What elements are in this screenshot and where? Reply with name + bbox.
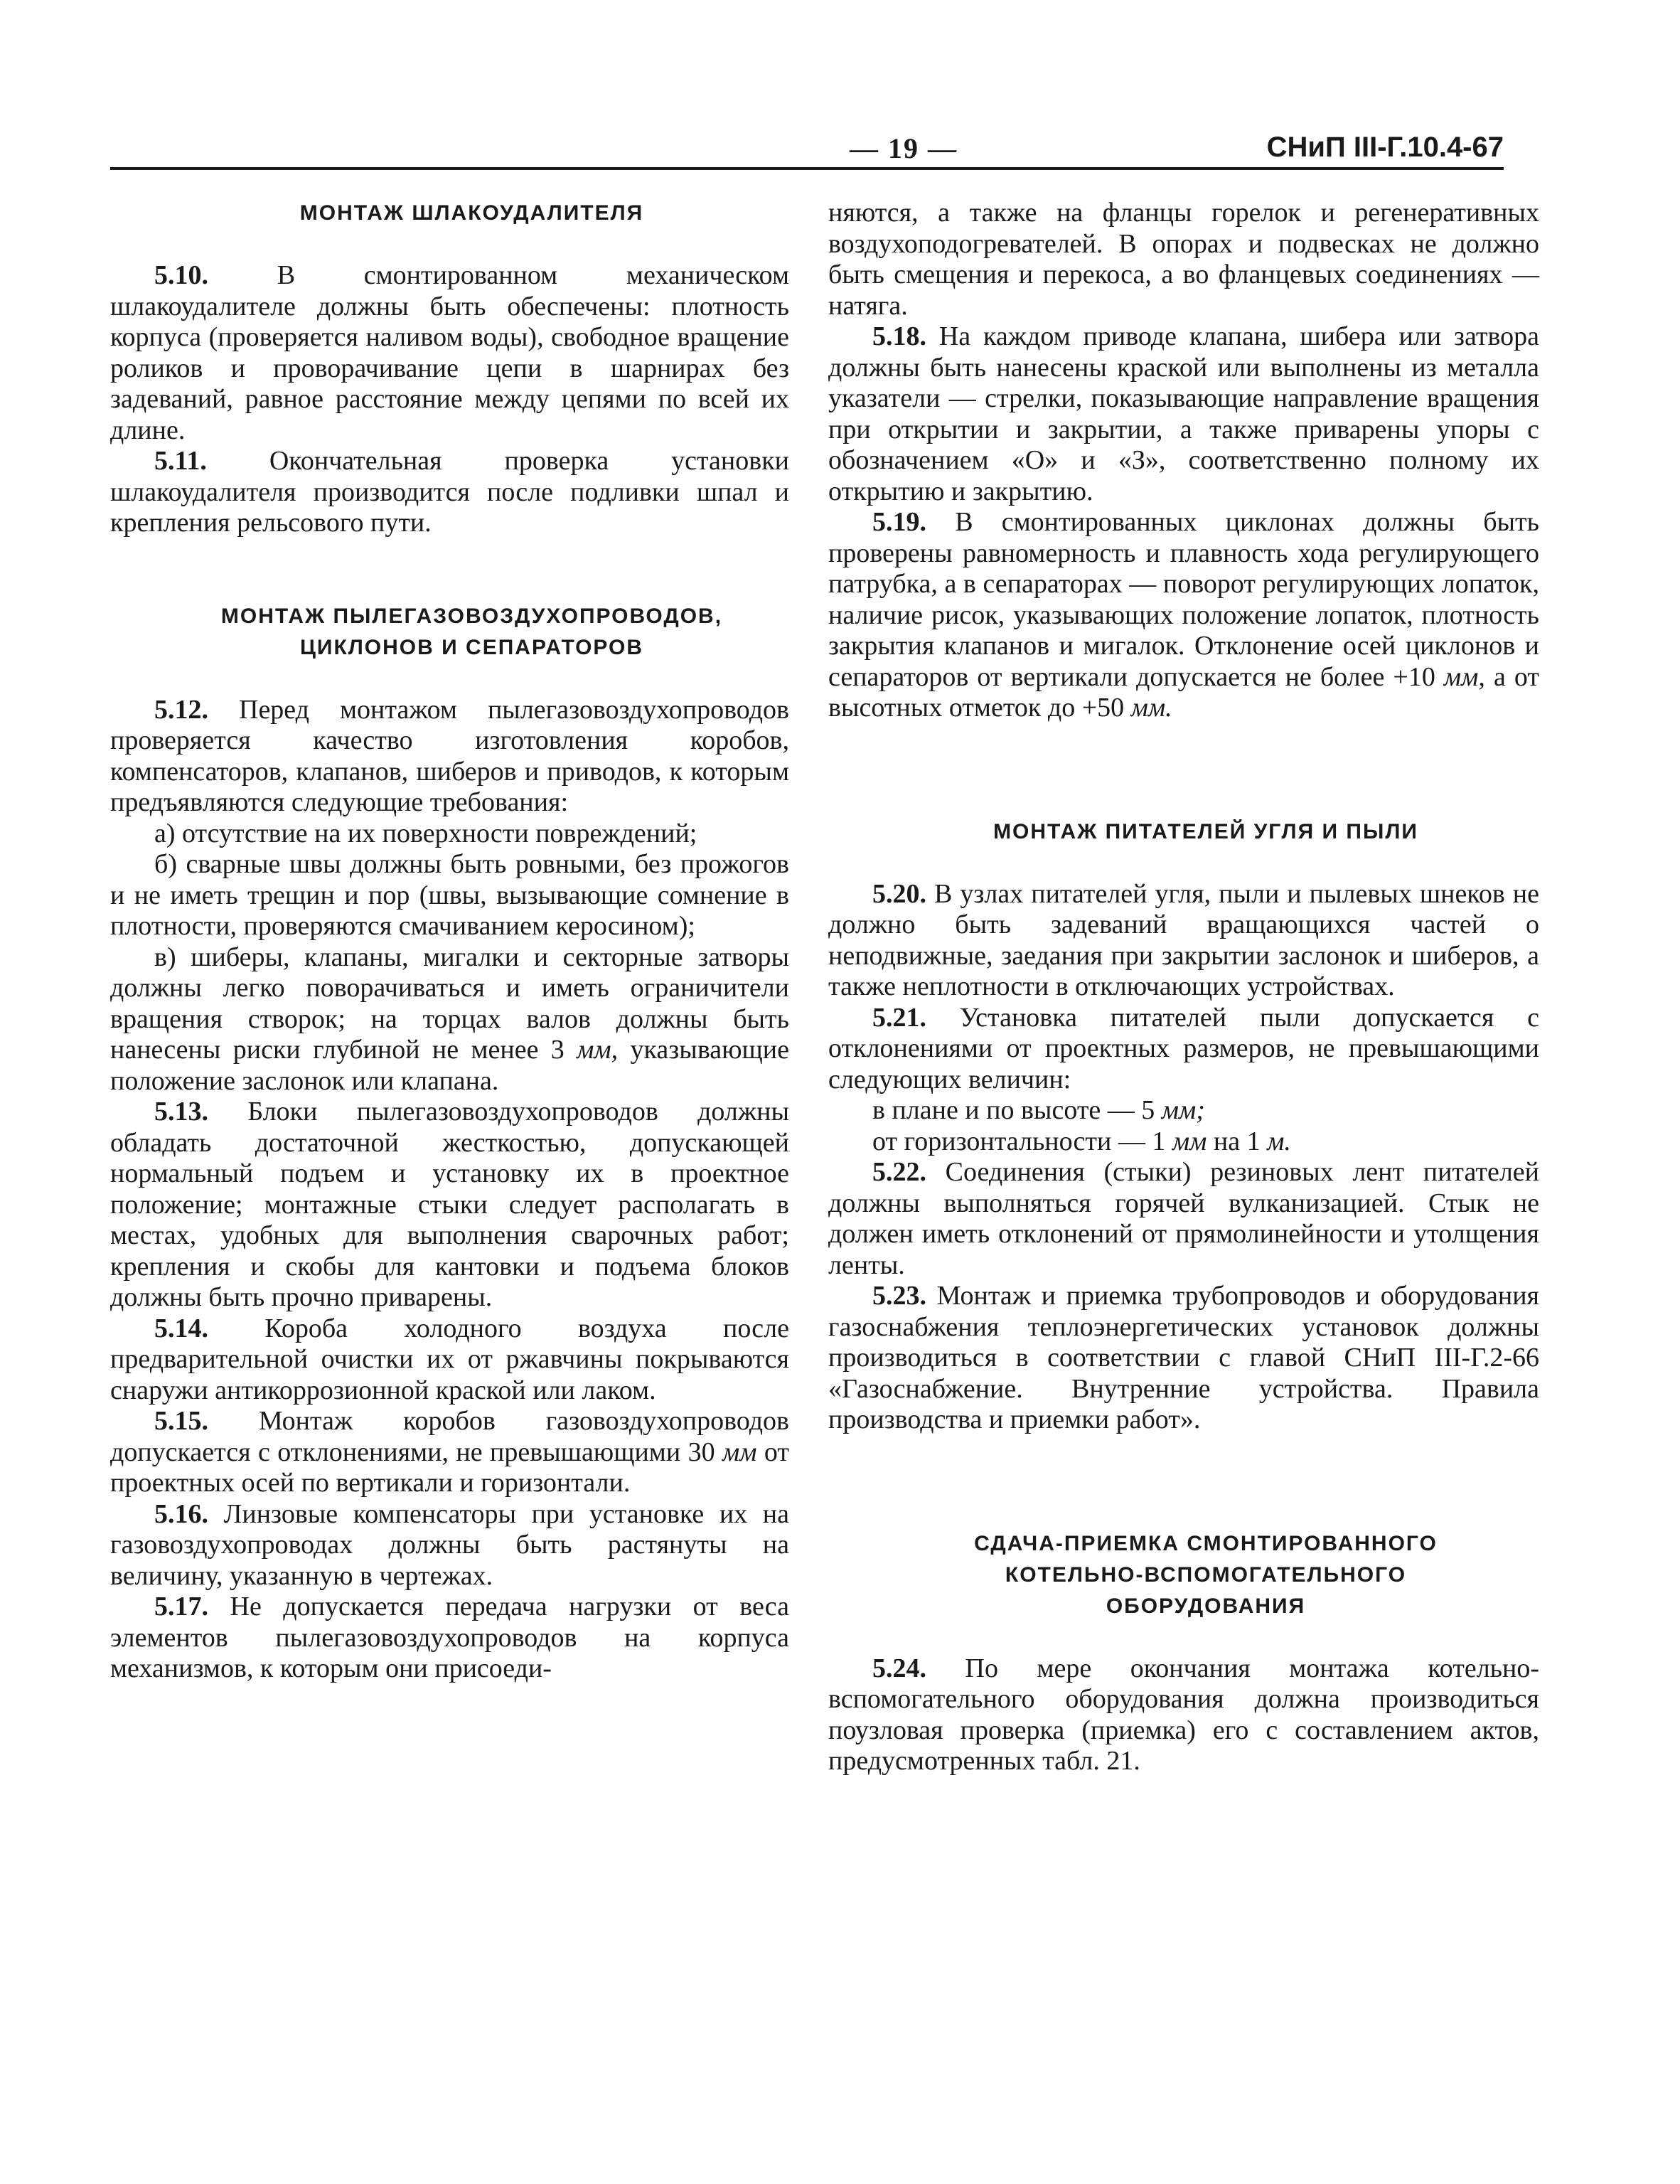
paragraph-5-20 — [828, 879, 1539, 1003]
list-item-b: б) сварные швы должны быть ровными, без прожогов и не иметь трещин и пор (швы, вызывающие сомнение в плотности, проверяются смачиванием керосином); — [110, 849, 789, 941]
paragraph-5-11 — [110, 446, 789, 539]
paragraph-5-22 — [828, 1157, 1539, 1281]
list-item-c — [110, 942, 789, 1097]
clause-text: Соединения (стыки) резиновых лент питателей должны выполняться горячей вулканизацией. Стык не должен иметь отклонений от прямолинейности и утолщения ленты. — [828, 1157, 1540, 1280]
clause-number: 5.20. — [872, 878, 926, 909]
clause-number: 5.14. — [154, 1313, 208, 1343]
paragraph-5-17 — [110, 1592, 789, 1685]
clause-number: 5.10. — [154, 260, 208, 290]
clause-number: 5.12. — [154, 694, 208, 725]
paragraph-5-13 — [110, 1097, 789, 1314]
left-column — [110, 198, 789, 1685]
paragraph-5-21 — [828, 1003, 1539, 1096]
paragraph-5-15 — [110, 1406, 789, 1499]
paragraph-5-10 — [110, 260, 789, 446]
clause-text: Не допускается передача нагрузки от веса элементов пылегазовоздухопроводов на корпуса механизмов, к которым они присоеди- — [110, 1592, 789, 1683]
clause-number: 5.17. — [154, 1592, 208, 1621]
clause-number: 5.15. — [154, 1406, 208, 1436]
paragraph-5-12 — [110, 695, 789, 819]
clause-text: в плане и по высоте — 5 — [872, 1095, 1155, 1125]
clause-number: 5.18. — [872, 321, 926, 351]
clause-text: Окончательная проверка установки шлакоудалителя производится после подливки шпал и крепления рельсового пути. — [110, 446, 790, 538]
clause-number: 5.22. — [872, 1157, 926, 1187]
clause-number: 5.21. — [872, 1002, 926, 1033]
paragraph-5-19 — [828, 507, 1539, 724]
document-code: СНиП III-Г.10.4-67 — [1266, 132, 1504, 163]
unit: мм, — [577, 1035, 619, 1065]
unit: мм. — [1130, 693, 1172, 723]
clause-text: В узлах питателей угля, пыли и пылевых шнеков не должно быть задеваний вращающихся частей о неподвижные, заедания при закрытии заслонок и шиберов, а также неплотности в отключающих устройствах. — [828, 878, 1539, 1001]
unit: мм — [1172, 1126, 1207, 1156]
clause-text: Монтаж и приемка трубопроводов и оборудования газоснабжения теплоэнергетических установок должны производиться в соответствии с главой СНиП III-Г.2-66 «Газоснабжение. Внутренние устройства. Правила производства и приемки работ». — [828, 1281, 1540, 1434]
clause-text: а от высотных отметок до +50 — [828, 661, 1539, 723]
clause-text: Монтаж коробов газовоздухопроводов допускается с отклонениями, не превышающими 30 — [110, 1406, 789, 1467]
paragraph-5-14 — [110, 1314, 789, 1407]
deviation-line-2 — [828, 1126, 1539, 1158]
clause-text: Линзовые компенсаторы при установке их на газовоздухопроводах должны быть растянуты на величину, указанную в чертежах. — [110, 1498, 789, 1591]
section-heading-acceptance-line3: ОБОРУДОВАНИЯ — [1106, 1594, 1306, 1618]
unit: мм — [722, 1437, 757, 1467]
clause-text: В смонтированных циклонах должны быть проверены равномерность и плавность хода регулирующего патрубка, а в сепараторах — поворот регулирующих лопаток, наличие рисок, указывающих положение лопаток, плотность закрытия клапанов и мигалок. Отклонение осей циклонов и сепараторов от вертикали допускается не более +10 — [828, 507, 1539, 692]
section-heading-slag-remover: МОНТАЖ ШЛАКОУДАЛИТЕЛЯ — [299, 201, 644, 225]
clause-text: от проектных осей по вертикали и горизонтали. — [110, 1437, 790, 1498]
clause-number: 5.24. — [872, 1653, 926, 1683]
section-heading-ducts-line2: ЦИКЛОНОВ И СЕПАРАТОРОВ — [299, 635, 644, 659]
deviation-line-1 — [828, 1095, 1539, 1126]
paragraph-5-16 — [110, 1499, 789, 1592]
clause-text: в) шиберы, клапаны, мигалки и секторные затворы должны легко поворачиваться и иметь ограничители вращения створок; на торцах валов должны быть нанесены риски глубиной не менее 3 — [110, 942, 789, 1065]
paragraph-5-18 — [828, 321, 1539, 507]
paragraph-5-23 — [828, 1281, 1539, 1436]
clause-text: В смонтированном механическом шлакоудалителе должны быть обеспечены: плотность корпуса (проверяется наливом воды), свободное вращение роликов и проворачивание цепи в шарнирах без задеваний, равное расстояние между цепями по всей их длине. — [110, 260, 789, 445]
paragraph-5-24 — [828, 1653, 1539, 1777]
section-heading-acceptance-line1: СДАЧА-ПРИЕМКА СМОНТИРОВАННОГО — [974, 1531, 1438, 1555]
page-header — [110, 132, 1504, 170]
list-item-a: а) отсутствие на их поверхности повреждений; — [154, 818, 697, 848]
clause-text: Перед монтажом пылегазовоздухопроводов проверяется качество изготовления коробов, компенсаторов, клапанов, шиберов и приводов, к которым предъявляются следующие требования: — [110, 694, 789, 817]
right-column — [828, 198, 1539, 1777]
clause-number: 5.11. — [154, 446, 207, 476]
clause-number: 5.19. — [872, 507, 926, 537]
clause-text: на 1 — [1213, 1126, 1261, 1156]
clause-text: Короба холодного воздуха после предварительной очистки их от ржавчины покрываются снаружи антикоррозионной краской или лаком. — [110, 1313, 789, 1405]
unit: мм, — [1443, 661, 1485, 692]
clause-text: указывающие положение заслонок или клапана. — [110, 1035, 790, 1096]
clause-text: На каждом приводе клапана, шибера или затвора должны быть нанесены краской или выполнены из металла указатели — стрелки, показывающие направление вращения при открытии и закрытии, а также приварены упоры с обозначением «О» и «З», соответственно полному их открытию и закрытию. — [828, 321, 1539, 506]
clause-text: Установка питателей пыли допускается с отклонениями от проектных размеров, не превышающими следующих величин: — [828, 1002, 1539, 1094]
clause-number: 5.23. — [872, 1281, 926, 1311]
paragraph-5-17-continued: няются, а также на фланцы горелок и регенеративных воздухоподогревателей. В опорах и подвесках не должно быть смещения и перекоса, а во фланцевых соединениях — натяга. — [828, 198, 1539, 321]
page-number: — 19 — — [850, 132, 958, 164]
clause-number: 5.16. — [154, 1498, 208, 1529]
unit: мм; — [1161, 1095, 1205, 1125]
clause-number: 5.13. — [154, 1097, 208, 1126]
section-heading-feeders: МОНТАЖ ПИТАТЕЛЕЙ УГЛЯ И ПЫЛИ — [993, 819, 1418, 843]
unit: м. — [1267, 1126, 1291, 1156]
section-heading-ducts-line1: МОНТАЖ ПЫЛЕГАЗОВОЗДУХОПРОВОДОВ, — [220, 604, 723, 628]
clause-text: По мере окончания монтажа котельно-вспомогательного оборудования должна производиться поузловая проверка (приемка) его с составлением актов, предусмотренных табл. 21. — [828, 1653, 1539, 1776]
section-heading-acceptance-line2: КОТЕЛЬНО-ВСПОМОГАТЕЛЬНОГО — [1005, 1562, 1407, 1587]
clause-text: от горизонтальности — 1 — [872, 1126, 1166, 1156]
clause-text: Блоки пылегазовоздухопроводов должны обладать достаточной жесткостью, допускающей нормальный подъем и установку их в проектное положение; монтажные стыки следует располагать в местах, удобных для выполнения сварочных работ; крепления и скобы для кантовки и подъема блоков должны быть прочно приварены. — [110, 1097, 790, 1312]
